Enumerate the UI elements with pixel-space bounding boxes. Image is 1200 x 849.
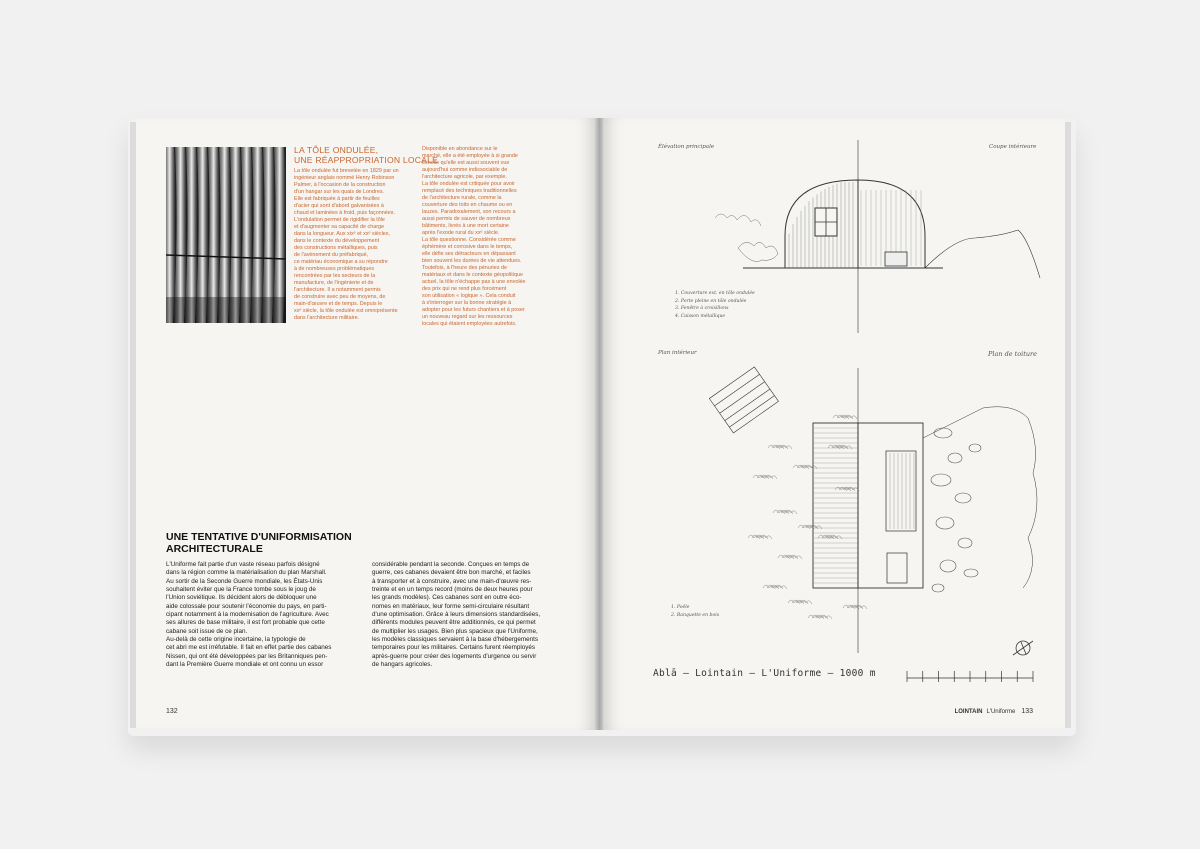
label-roof: Plan de toiture [988,350,1038,358]
legend-bottom [671,604,719,619]
section-heading: UNE TENTATIVE D'UNIFORMISATION ARCHITECTURALE [166,531,352,555]
legend-item: 2. Banquette en bois [671,612,720,618]
left-page [136,118,596,730]
label-elevation: Élévation principale [658,144,715,150]
label-section: Coupe intérieure [989,144,1037,150]
legend-item: 2. Porte pleine en tôle ondulée [675,298,747,304]
right-page [603,118,1065,730]
legend-top [675,290,755,320]
legend-item: 1. Couverture ext. en tôle ondulée [675,291,755,296]
body-text-column-2: considérable pendant la seconde. Conçues en temps de guerre, ces cabanes devaient être bon marché, et faciles à transporter et à construire, avec une main-d'œuvre res- treinte et en un temps record (moins de deux heures pour les grands modèles). Ces cabanes sont en outre éco- nomes en matériaux, leur forme semi-circulaire résultant d'une optimisation. Grâce à leurs dimensions standardisées, différents modules peuvent être additionnés, ce qui permet de multiplier les usages. Bien plus spacieux que l'Uniforme, les modèles classiques servaient à la base d'hébergements temporaires pour les militaires. Certains furent réemployés après-guerre pour créer des logements d'urgence ou servir de hangars agricoles. [372,561,541,669]
label-plan: Plan intérieur [658,350,697,356]
architectural-drawing [603,118,1065,730]
page-number-left: 132 [166,708,178,715]
running-head [955,708,1033,715]
body-text-column-1: L'Uniforme fait partie d'un vaste réseau parfois désigné dans la région comme la matérialisation du plan Marshall. Au sortir de la Seconde Guerre mondiale, les États-Unis souhaitent éviter que la France tombe sous le joug de l'Union soviétique. Ils décident alors de débloquer une aide colossale pour soutenir l'économie du pays, en parti- cipant notamment à la modernisation de l'agriculture. Avec ses allures de base militaire, il est fort probable que cette cabane soit issue de ce plan. Au-delà de cette origine incertaine, la typologie de cet abri me est irréfutable. Il fait en effet partie des cabanes Nissen, qui ont été développées par les Britanniques pen- dant la Première Guerre mondiale et ont connu un essor [166,561,332,669]
corrugated-iron-photo [166,147,286,323]
legend-item: 4. Caisson métallique [675,313,726,319]
sidebar-title: LA TÔLE ONDULÉE, UNE RÉAPPROPRIATION LOCALE [294,145,439,165]
sidebar-text-column-1: La tôle ondulée fut brevetée en 1829 par un ingénieur anglais nommé Henry Robinson Palmer, à l'occasion de la construction d'un hangar sur les quais de Londres. Elle est fabriquée à partir de feuilles d'acier qui sont d'abord galvanisées à chaud et laminées à froid, puis façonnées. L'ondulation permet de rigidifier la tôle et d'augmenter sa capacité de charge dans la longueur. Aux xixᵉ et xxᵉ siècles, dans le contexte du développement des constructions métalliques, puis de l'avènement du préfabriqué, ce matériau économique a su répondre à de nombreuses problématiques rencontrées par les secteurs de la manufacture, de l'ingénierie et de l'architecture. Il a notamment permis de construire avec peu de moyens, de main-d'œuvre et de temps. Depuis le xxᵉ siècle, la tôle ondulée est omniprésente dans l'architecture militaire. [294,168,399,321]
legend-item: 3. Fenêtre à croisillons [675,306,729,311]
legend-item: 1. Poêle [671,605,690,610]
page-number-right: 133 [1021,708,1033,715]
drawing-title: Ablā – Lointain – L'Uniforme – 1000 m [653,668,876,679]
running-head-section: LOINTAIN [954,709,983,715]
sidebar-text-column-2: Disponible en abondance sur le marché, elle a été employée à si grande échelle qu'elle est aussi souvent vue aujourd'hui comme indissociable de l'architecture agricole, par exemple. La tôle ondulée est critiquée pour avoir remplacé des techniques traditionnelles de l'architecture rurale, comme la couverture des toits en chaume ou en lauzes. Paradoxalement, son recours a aussi permis de sauver de nombreux bâtiments, livrés à une mort certaine après l'exode rural du xxᵉ siècle. La tôle questionne. Considérée comme éphémère et corrosive dans le temps, elle défie ses détracteurs en dépassant bien souvent les durées de vie attendues. Toutefois, à l'heure des pénuries de matériaux et dans le contexte géopolitique actuel, la tôle n'échappe pas à une envolée des prix qui ne rend plus forcément son utilisation « logique ». Cela conduit à s'interroger sur la bonne stratégie à adopter pour les futurs chantiers et à poser un nouveau regard sur les ressources locales qui étaient employées autrefois. [422,146,526,327]
running-head-title: L'Uniforme [986,709,1016,715]
